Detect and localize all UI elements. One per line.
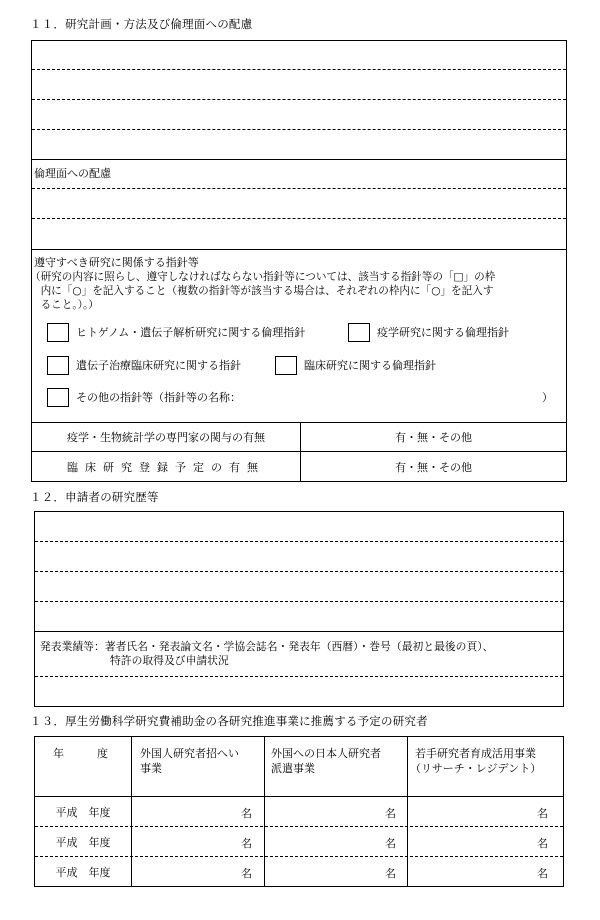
column-divider	[407, 737, 408, 886]
column-header-young-researcher-line2: （リサーチ・レジデント）	[410, 762, 542, 775]
row-year[interactable]: 平成 年度	[55, 835, 111, 849]
expert-involvement-value[interactable]: 有・無・その他	[395, 431, 472, 444]
recommended-researchers-table	[34, 736, 564, 887]
ethics-label: 倫理面への配慮	[34, 167, 111, 180]
column-divider	[264, 737, 265, 886]
checkbox-label: 臨床研究に関する倫理指針	[304, 359, 436, 372]
ethics-input-area[interactable]	[32, 183, 566, 249]
divider	[35, 631, 563, 632]
column-header-invite: 外国人研究者招へい	[140, 747, 239, 760]
research-plan-input-area[interactable]	[32, 41, 566, 159]
row-count-unit: 名	[241, 867, 252, 880]
other-guideline-name-input[interactable]	[262, 387, 532, 407]
divider	[32, 249, 566, 250]
publications-label-line2: 特許の取得及び申請状況	[110, 654, 229, 667]
checkbox-label: その他の指針等（指針等の名称：	[76, 391, 241, 404]
checkbox-clinical-research[interactable]	[275, 356, 297, 375]
guidelines-title: 遵守すべき研究に関係する指針等	[34, 256, 199, 269]
row-year[interactable]: 平成 年度	[55, 865, 111, 879]
row-year[interactable]: 平成 年度	[55, 805, 111, 819]
row-count-unit: 名	[385, 867, 396, 880]
clinical-registration-label: 臨床研究登録予定の有無	[67, 460, 265, 474]
other-close-paren: ）	[542, 391, 553, 404]
guidelines-note: ること。）。）	[30, 299, 99, 311]
guidelines-note: （研究の内容に照らし、遵守しなければならない指針等については、該当する指針等の「□」の枠	[30, 271, 496, 283]
checkbox-other[interactable]	[47, 388, 69, 407]
column-divider	[131, 737, 132, 886]
row-count-unit: 名	[385, 837, 396, 850]
row-count-unit: 名	[537, 837, 548, 850]
checkbox-label: 疫学研究に関する倫理指針	[377, 326, 509, 339]
column-header-dispatch-line2: 派遣事業	[271, 762, 315, 775]
section-11-box	[31, 40, 567, 482]
research-history-input-area[interactable]	[35, 512, 563, 631]
column-header-dispatch: 外国への日本人研究者	[271, 747, 381, 760]
divider	[32, 159, 566, 160]
section-13-heading: １３．厚生労働科学研究費補助金の各研究推進事業に推薦する予定の研究者	[30, 714, 428, 728]
row-count-unit: 名	[537, 867, 548, 880]
clinical-registration-value[interactable]: 有・無・その他	[395, 460, 472, 474]
publications-label: 発表業績等：著者氏名・発表論文名・学協会誌名・発表年（西暦）・巻号（最初と最後の頁）、	[40, 640, 494, 653]
row-count-unit: 名	[385, 807, 396, 820]
publications-input-area[interactable]	[35, 672, 563, 706]
column-header-young-researcher: 若手研究者育成活用事業	[415, 747, 536, 760]
checkbox-epidemiology[interactable]	[348, 323, 370, 342]
row-count-unit: 名	[241, 837, 252, 850]
checkbox-human-genome[interactable]	[47, 323, 69, 342]
section-12-box	[34, 511, 564, 707]
checkbox-gene-therapy[interactable]	[47, 356, 69, 375]
column-header-year: 年 度	[53, 747, 108, 760]
guidelines-note: 内に「○」を記入すること（複数の指針等が該当する場合は、それぞれの枠内に「○」を記入す	[30, 285, 494, 297]
expert-involvement-label: 疫学・生物統計学の専門家の関与の有無	[67, 431, 265, 444]
column-header-invite-line2: 事業	[140, 762, 162, 775]
section-11-heading: １１．研究計画・方法及び倫理面への配慮	[30, 17, 253, 31]
checkbox-label: ヒトゲノム・遺伝子解析研究に関する倫理指針	[76, 326, 306, 339]
checkbox-label: 遺伝子治療臨床研究に関する指針	[76, 359, 241, 372]
section-12-heading: １２．申請者の研究歴等	[30, 490, 159, 504]
row-count-unit: 名	[241, 807, 252, 820]
row-count-unit: 名	[537, 807, 548, 820]
